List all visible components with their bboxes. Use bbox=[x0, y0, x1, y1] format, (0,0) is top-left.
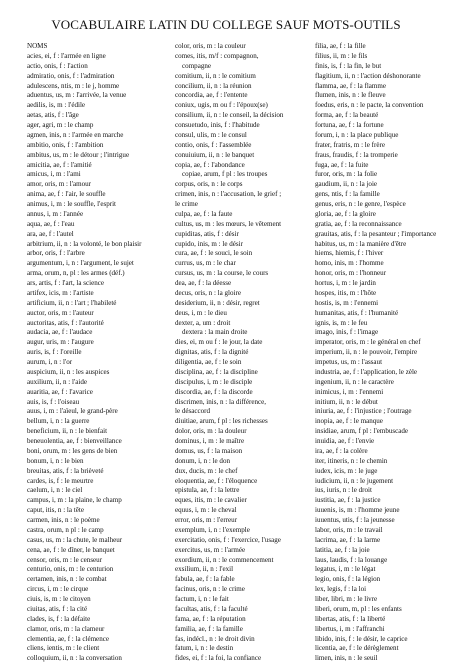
vocabulary-entry: initium, ii, n : le début bbox=[315, 397, 378, 406]
vocabulary-entry: certamen, inis, n : le combat bbox=[27, 575, 107, 584]
vocabulary-entry: gaudium, ii, n : la joie bbox=[315, 180, 378, 189]
vocabulary-entry: legatus, i, m : le légat bbox=[315, 565, 376, 574]
vocabulary-entry: diuitiae, arum, f pl : les richesses bbox=[175, 417, 268, 426]
vocabulary-entry: contio, onis, f : l'assemblée bbox=[175, 140, 252, 149]
vocabulary-entry: imperium, ii, n : le pouvoir, l'empire bbox=[315, 348, 418, 357]
vocabulary-entry: auctor, oris, m : l'auteur bbox=[27, 308, 94, 317]
vocabulary-entry: decus, oris, n : la gloire bbox=[175, 288, 241, 297]
vocabulary-entry: cursus, us, m : la course, le cours bbox=[175, 269, 269, 278]
vocabulary-entry: arbitrium, ii, n : la volonté, le bon plaisir bbox=[27, 239, 142, 248]
vocabulary-entry: cupiditas, atis, f : désir bbox=[175, 229, 239, 238]
vocabulary-entry: labor, oris, m : le travail bbox=[315, 525, 383, 534]
vocabulary-entry: hortus, i, m : le jardin bbox=[315, 279, 376, 287]
vocabulary-entry: consul, ulis, m : le consul bbox=[175, 130, 247, 139]
vocabulary-entry: arbor, oris, f : l'arbre bbox=[27, 249, 85, 258]
section-header: NOMS bbox=[27, 42, 48, 50]
vocabulary-entry: exordium, ii, n : le commencement bbox=[175, 555, 274, 564]
vocabulary-entry: gloria, ae, f : la gloire bbox=[315, 209, 376, 218]
vocabulary-entry: artificium, ii, n : l'art ; l'habileté bbox=[27, 298, 117, 307]
vocabulary-entry: actio, onis, f : l'action bbox=[27, 61, 88, 70]
vocabulary-entry: desiderium, ii, n : désir, regret bbox=[175, 298, 260, 307]
vocabulary-entry: discipulus, i, m : le disciple bbox=[175, 377, 253, 386]
vocabulary-entry: consuetudo, inis, f : l'habitude bbox=[175, 121, 260, 129]
page-title: VOCABULAIRE LATIN DU COLLEGE SAUF MOTS-OUTILS bbox=[51, 17, 401, 32]
vocabulary-entry: iudicium, ii, n : le jugement bbox=[315, 476, 394, 485]
vocabulary-entry: legio, onis, f : la légion bbox=[315, 575, 381, 584]
vocabulary-entry: auxilium, ii, n : l'aide bbox=[27, 377, 87, 386]
vocabulary-entry: artifex, icis, m : l'artiste bbox=[27, 288, 94, 297]
vocabulary-entry: cupido, inis, m : le désir bbox=[175, 239, 243, 248]
vocabulary-entry: circus, i, m : le cirque bbox=[27, 585, 89, 594]
vocabulary-entry: arma, orum, n, pl : les armes (déf.) bbox=[27, 269, 125, 278]
vocabulary-entry: insidiae, arum, f pl : l'embuscade bbox=[315, 427, 409, 436]
vocabulary-entry: clamor, oris, m : la clameur bbox=[27, 624, 105, 633]
vocabulary-entry: colloquium, ii, n : la conversation bbox=[27, 654, 122, 663]
vocabulary-entry: concilium, ii, n : la réunion bbox=[175, 81, 252, 90]
vocabulary-entry: casus, us, m : la chute, le malheur bbox=[27, 535, 123, 544]
vocabulary-entry: genus, eris, n : le genre, l'espèce bbox=[315, 200, 406, 208]
vocabulary-entry: censor, oris, m : le censeur bbox=[27, 555, 103, 564]
vocabulary-entry: beneficium, ii, n : le bienfait bbox=[27, 427, 108, 436]
vocabulary-entry: fatum, i, n : le destin bbox=[175, 644, 234, 653]
vocabulary-entry: dea, ae, f : la déesse bbox=[175, 279, 232, 287]
vocabulary-entry: imago, inis, f : l'image bbox=[315, 328, 379, 337]
vocabulary-entry: inopia, ae, f : le manque bbox=[315, 417, 383, 426]
vocabulary-entry: iuuenis, is, m : l'homme jeune bbox=[315, 506, 400, 515]
vocabulary-entry: donum, i, n : le don bbox=[175, 456, 231, 465]
vocabulary-entry: aedilis, is, m : l'édile bbox=[27, 101, 86, 110]
vocabulary-entry: dominus, i, m : le maître bbox=[175, 437, 245, 445]
vocabulary-entry: aduentus, us, m : l'arrivée, la venue bbox=[27, 91, 127, 100]
vocabulary-entry: auis, is, f : l'oiseau bbox=[27, 397, 80, 406]
vocabulary-entry: anima, ae, f : l'air, le souffle bbox=[27, 190, 106, 199]
vocabulary-entry: epistula, ae, f : la lettre bbox=[175, 486, 240, 495]
vocabulary-entry: ciuitas, atis, f : la cité bbox=[27, 604, 88, 613]
vocabulary-entry: amor, oris, m : l'amour bbox=[27, 180, 92, 189]
vocabulary-entry: factum, i, n : le fait bbox=[175, 595, 229, 603]
vocabulary-entry: bellum, i, n : la guerre bbox=[27, 417, 90, 426]
vocabulary-entry: discrimen, inis, n : la différence, bbox=[175, 397, 267, 406]
vocabulary-entry: auris, is, f : l'oreille bbox=[27, 348, 82, 357]
vocabulary-entry: boni, orum, m : les gens de bien bbox=[27, 446, 118, 455]
vocabulary-entry: laus, laudis, f : la louange bbox=[315, 555, 388, 564]
vocabulary-entry: dexter, a, um : droit bbox=[175, 318, 231, 327]
vocabulary-entry: ambitus, us, m : le détour ; l'intrigue bbox=[27, 150, 130, 159]
vocabulary-entry: dux, ducis, m : le chef bbox=[175, 466, 238, 475]
vocabulary-entry: foedus, eris, n : le pacte, la convention bbox=[315, 101, 424, 110]
vocabulary-entry: le désaccord bbox=[175, 407, 211, 416]
vocabulary-entry: deus, i, m : le dieu bbox=[175, 308, 227, 317]
vocabulary-entry: dignitas, atis, f : la dignité bbox=[175, 348, 249, 357]
vocabulary-entry: fuga, ae, f : la fuite bbox=[315, 160, 369, 169]
vocabulary-entry: hostis, is, m : l'ennemi bbox=[315, 298, 379, 307]
vocabulary-entry: coniux, ugis, m ou f : l'époux(se) bbox=[175, 101, 268, 110]
vocabulary-entry: auctoritas, atis, f : l'autorité bbox=[27, 318, 104, 327]
vocabulary-entry: caput, itis, n : la tête bbox=[27, 506, 84, 515]
vocabulary-entry: fas, indécl., n : le droit divin bbox=[175, 634, 255, 643]
vocabulary-entry: ira, ae, f : la colère bbox=[315, 446, 368, 455]
vocabulary-entry: fama, ae, f : la réputation bbox=[175, 614, 246, 623]
vocabulary-entry: filius, ii, m : le fils bbox=[315, 51, 368, 60]
vocabulary-entry: iustitia, ae, f : la justice bbox=[315, 496, 381, 505]
vocabulary-entry: iniuria, ae, f : l'injustice ; l'outrage bbox=[315, 407, 412, 416]
vocabulary-column-3 bbox=[315, 42, 441, 664]
vocabulary-entry: humanitas, atis, f : l'humanité bbox=[315, 308, 399, 317]
vocabulary-entry: cliens, ientis, m : le client bbox=[27, 644, 100, 653]
vocabulary-entry: honor, oris, m : l'honneur bbox=[315, 269, 387, 278]
vocabulary-entry: ara, ae, f : l'autel bbox=[27, 229, 74, 238]
vocabulary-entry: beneuolentia, ae, f : bienveillance bbox=[27, 437, 122, 445]
vocabulary-entry: lacrima, ae, f : la larme bbox=[315, 535, 381, 544]
vocabulary-entry: conuiuium, ii, n : le banquet bbox=[175, 150, 255, 159]
vocabulary-entry: campus, i, m : la plaine, le champ bbox=[27, 496, 122, 505]
vocabulary-entry: liberi, orum, m, pl : les enfants bbox=[315, 604, 402, 613]
vocabulary-entry: inuidia, ae, f : l'envie bbox=[315, 437, 375, 445]
vocabulary-entry: cardes, is, f : le meurtre bbox=[27, 476, 94, 485]
vocabulary-entry: fides, ei, f : la foi, la confiance bbox=[175, 654, 262, 663]
vocabulary-entry: auaritia, ae, f : l'avarice bbox=[27, 387, 93, 396]
vocabulary-entry: audacia, ae, f : l'audace bbox=[27, 328, 93, 337]
vocabulary-entry: annus, i, m : l'année bbox=[27, 209, 84, 218]
vocabulary-entry: fabula, ae, f : la fable bbox=[175, 575, 235, 584]
vocabulary-entry: facinus, oris, n : le crime bbox=[175, 585, 245, 594]
vocabulary-entry: auspicium, ii, n : les auspices bbox=[27, 367, 110, 376]
vocabulary-entry: limen, inis, n : le seuil bbox=[315, 654, 378, 663]
vocabulary-entry: ignis, is, m : le feu bbox=[315, 318, 368, 327]
vocabulary-entry: copiae, arum, f pl : les troupes bbox=[175, 170, 268, 179]
vocabulary-entry: lex, legis, f : la loi bbox=[315, 585, 367, 594]
vocabulary-entry: domus, us, f : la maison bbox=[175, 446, 243, 455]
vocabulary-entry: exercitus, us, m : l'armée bbox=[175, 545, 246, 554]
vocabulary-entry: centurio, onis, m : le centurion bbox=[27, 565, 114, 574]
vocabulary-columns bbox=[27, 42, 441, 663]
vocabulary-entry: ambitio, onis, f : l'ambition bbox=[27, 140, 104, 149]
vocabulary-entry: eloquentia, ae, f : l'éloquence bbox=[175, 476, 258, 485]
vocabulary-entry: flagitium, ii, n : l'action déshonorante bbox=[315, 71, 421, 80]
vocabulary-entry: ciuis, is, m : le citoyen bbox=[27, 595, 91, 603]
vocabulary-entry: aurum, i, n : l'or bbox=[27, 358, 73, 366]
vocabulary-entry: aetas, atis, f : l'âge bbox=[27, 111, 79, 120]
vocabulary-entry: licentia, ae, f : le dérèglement bbox=[315, 644, 399, 653]
vocabulary-entry: aqua, ae, f : l'eau bbox=[27, 219, 75, 228]
vocabulary-entry: caelum, i, n : le ciel bbox=[27, 486, 83, 495]
vocabulary-entry: diligentia, ae, f : le soin bbox=[175, 358, 242, 366]
vocabulary-entry: fortuna, ae, f : la fortune bbox=[315, 121, 384, 129]
vocabulary-entry: discordia, ae, f : la discorde bbox=[175, 387, 253, 396]
vocabulary-entry: consilium, ii, n : le conseil, la décision bbox=[175, 111, 284, 120]
vocabulary-entry: exsilium, ii, n : l'exil bbox=[175, 565, 234, 574]
vocabulary-entry: industria, ae, f : l'application, le zèle bbox=[315, 367, 418, 376]
vocabulary-entry: amicitia, ae, f : l'amitié bbox=[27, 160, 92, 169]
vocabulary-entry: acies, ei, f : l'armée en ligne bbox=[27, 51, 106, 60]
vocabulary-entry: clementia, ae, f : la clémence bbox=[27, 634, 109, 643]
vocabulary-entry: dextera : la main droite bbox=[175, 328, 248, 337]
vocabulary-entry: concordia, ae, f : l'entente bbox=[175, 91, 248, 100]
vocabulary-entry: culpa, ae, f : la faute bbox=[175, 209, 233, 218]
vocabulary-entry: cultus, us, m : les mœurs, le vêtement bbox=[175, 219, 282, 228]
vocabulary-entry: color, oris, m : la couleur bbox=[175, 42, 246, 50]
vocabulary-entry: homo, inis, m : l'homme bbox=[315, 259, 384, 268]
vocabulary-entry: fraus, fraudis, f : la tromperie bbox=[315, 150, 398, 159]
vocabulary-entry: ius, iuris, n : le droit bbox=[315, 486, 372, 495]
vocabulary-entry: flumen, inis, n : le fleuve bbox=[315, 91, 386, 100]
vocabulary-entry: admiratio, onis, f : l'admiration bbox=[27, 71, 115, 80]
vocabulary-entry: iter, itineris, n : le chemin bbox=[315, 456, 388, 465]
vocabulary-entry: carmen, inis, n : le poème bbox=[27, 516, 100, 524]
vocabulary-entry: argumentum, i, n : l'argument, le sujet bbox=[27, 259, 134, 268]
vocabulary-entry: exercitatio, onis, f : l'exercice, l'usage bbox=[175, 535, 281, 544]
vocabulary-entry: liber, libri, m : le livre bbox=[315, 595, 378, 603]
vocabulary-entry: crimen, inis, n : l'accusation, le grief ; bbox=[175, 190, 282, 199]
vocabulary-entry: cena, ae, f : le dîner, le banquet bbox=[27, 545, 115, 554]
vocabulary-entry: iuuentus, utis, f : la jeunesse bbox=[315, 516, 395, 524]
vocabulary-entry: libido, inis, f : le désir, le caprice bbox=[315, 634, 408, 643]
vocabulary-entry: corpus, oris, n : le corps bbox=[175, 180, 243, 189]
vocabulary-entry: comes, itis, m/f : compagnon, bbox=[175, 51, 259, 60]
vocabulary-entry: latitia, ae, f : la joie bbox=[315, 545, 370, 554]
vocabulary-entry: furor, oris, m : la folie bbox=[315, 170, 378, 179]
vocabulary-entry: dolor, oris, m : la douleur bbox=[175, 427, 247, 436]
vocabulary-entry: bonum, i, n : le bien bbox=[27, 456, 84, 465]
vocabulary-entry: filia, ae, f : la fille bbox=[315, 42, 366, 50]
vocabulary-entry: augur, uris, m : l'augure bbox=[27, 338, 94, 347]
vocabulary-entry: adulescens, ntis, m : le j, homme bbox=[27, 81, 120, 90]
vocabulary-entry: disciplina, ae, f : la discipline bbox=[175, 367, 258, 376]
vocabulary-entry: equus, i, m : le cheval bbox=[175, 506, 237, 515]
vocabulary-entry: auus, i, m : l'aïeul, le grand-père bbox=[27, 407, 118, 416]
vocabulary-entry: cura, ae, f : le souci, le soin bbox=[175, 249, 253, 258]
vocabulary-entry: error, oris, m : l'erreur bbox=[175, 516, 238, 524]
vocabulary-column-2 bbox=[175, 42, 306, 664]
vocabulary-entry: castra, orum, n pl : le camp bbox=[27, 525, 104, 534]
vocabulary-entry: clades, is, f : la défaite bbox=[27, 614, 91, 623]
vocabulary-entry: frater, fratris, m : le frère bbox=[315, 140, 385, 149]
vocabulary-entry: libertas, atis, f : la liberté bbox=[315, 614, 386, 623]
vocabulary-entry: finis, is, f : la fin, le but bbox=[315, 61, 382, 70]
vocabulary-entry: copia, ae, f : l'abondance bbox=[175, 160, 245, 169]
vocabulary-entry: hospes, itis, m : l'hôte bbox=[315, 288, 377, 297]
vocabulary-entry: currus, us, m : le char bbox=[175, 259, 236, 268]
vocabulary-entry: forum, i, n : la place publique bbox=[315, 130, 399, 139]
vocabulary-entry: le crime bbox=[175, 200, 198, 208]
vocabulary-entry: animus, i, m : le souffle, l'esprit bbox=[27, 200, 117, 208]
vocabulary-entry: comitium, ii, n : le comitium bbox=[175, 71, 256, 80]
vocabulary-entry: imperator, oris, m : le général en chef bbox=[315, 338, 421, 347]
vocabulary-entry: familia, ae, f : la famille bbox=[175, 624, 243, 633]
vocabulary-entry: ingenium, ii, n : le caractère bbox=[315, 377, 394, 386]
vocabulary-entry: gratia, ae, f : la reconnaissance bbox=[315, 219, 402, 228]
vocabulary-entry: compagne bbox=[175, 61, 212, 70]
vocabulary-entry: exemplum, i, n : l'exemple bbox=[175, 525, 250, 534]
vocabulary-entry: forma, ae, f : la beauté bbox=[315, 111, 379, 120]
vocabulary-entry: habitus, us, m : la manière d'être bbox=[315, 239, 407, 248]
vocabulary-entry: breuitas, atis, f : la brièveté bbox=[27, 466, 104, 475]
vocabulary-entry: impetus, us, m : l'assaut bbox=[315, 358, 383, 366]
vocabulary-entry: libertus, i, m : l'affranchi bbox=[315, 624, 385, 633]
vocabulary-entry: facultas, atis, f : la faculté bbox=[175, 604, 248, 613]
vocabulary-column-1 bbox=[27, 42, 163, 664]
vocabulary-entry: grauitas, atis, f : la pesanteur ; l'importance bbox=[315, 229, 437, 238]
vocabulary-entry: agmen, inis, n : l'armée en marche bbox=[27, 130, 124, 139]
vocabulary-entry: ars, artis, f : l'art, la science bbox=[27, 279, 104, 287]
vocabulary-entry: eques, itis, m : le cavalier bbox=[175, 496, 247, 505]
vocabulary-entry: inimicus, i, m : l'ennemi bbox=[315, 387, 384, 396]
vocabulary-entry: hiems, hiemis, f : l'hiver bbox=[315, 249, 384, 258]
vocabulary-entry: iudex, icis, m : le juge bbox=[315, 466, 378, 475]
vocabulary-entry: flamma, ae, f : la flamme bbox=[315, 81, 387, 90]
vocabulary-entry: ager, agri, m : le champ bbox=[27, 121, 94, 129]
vocabulary-entry: dies, ei, m ou f : le jour, la date bbox=[175, 338, 263, 347]
vocabulary-entry: gens, ntis, f : la famille bbox=[315, 190, 380, 199]
vocabulary-entry: amicus, i, m : l'ami bbox=[27, 170, 81, 179]
